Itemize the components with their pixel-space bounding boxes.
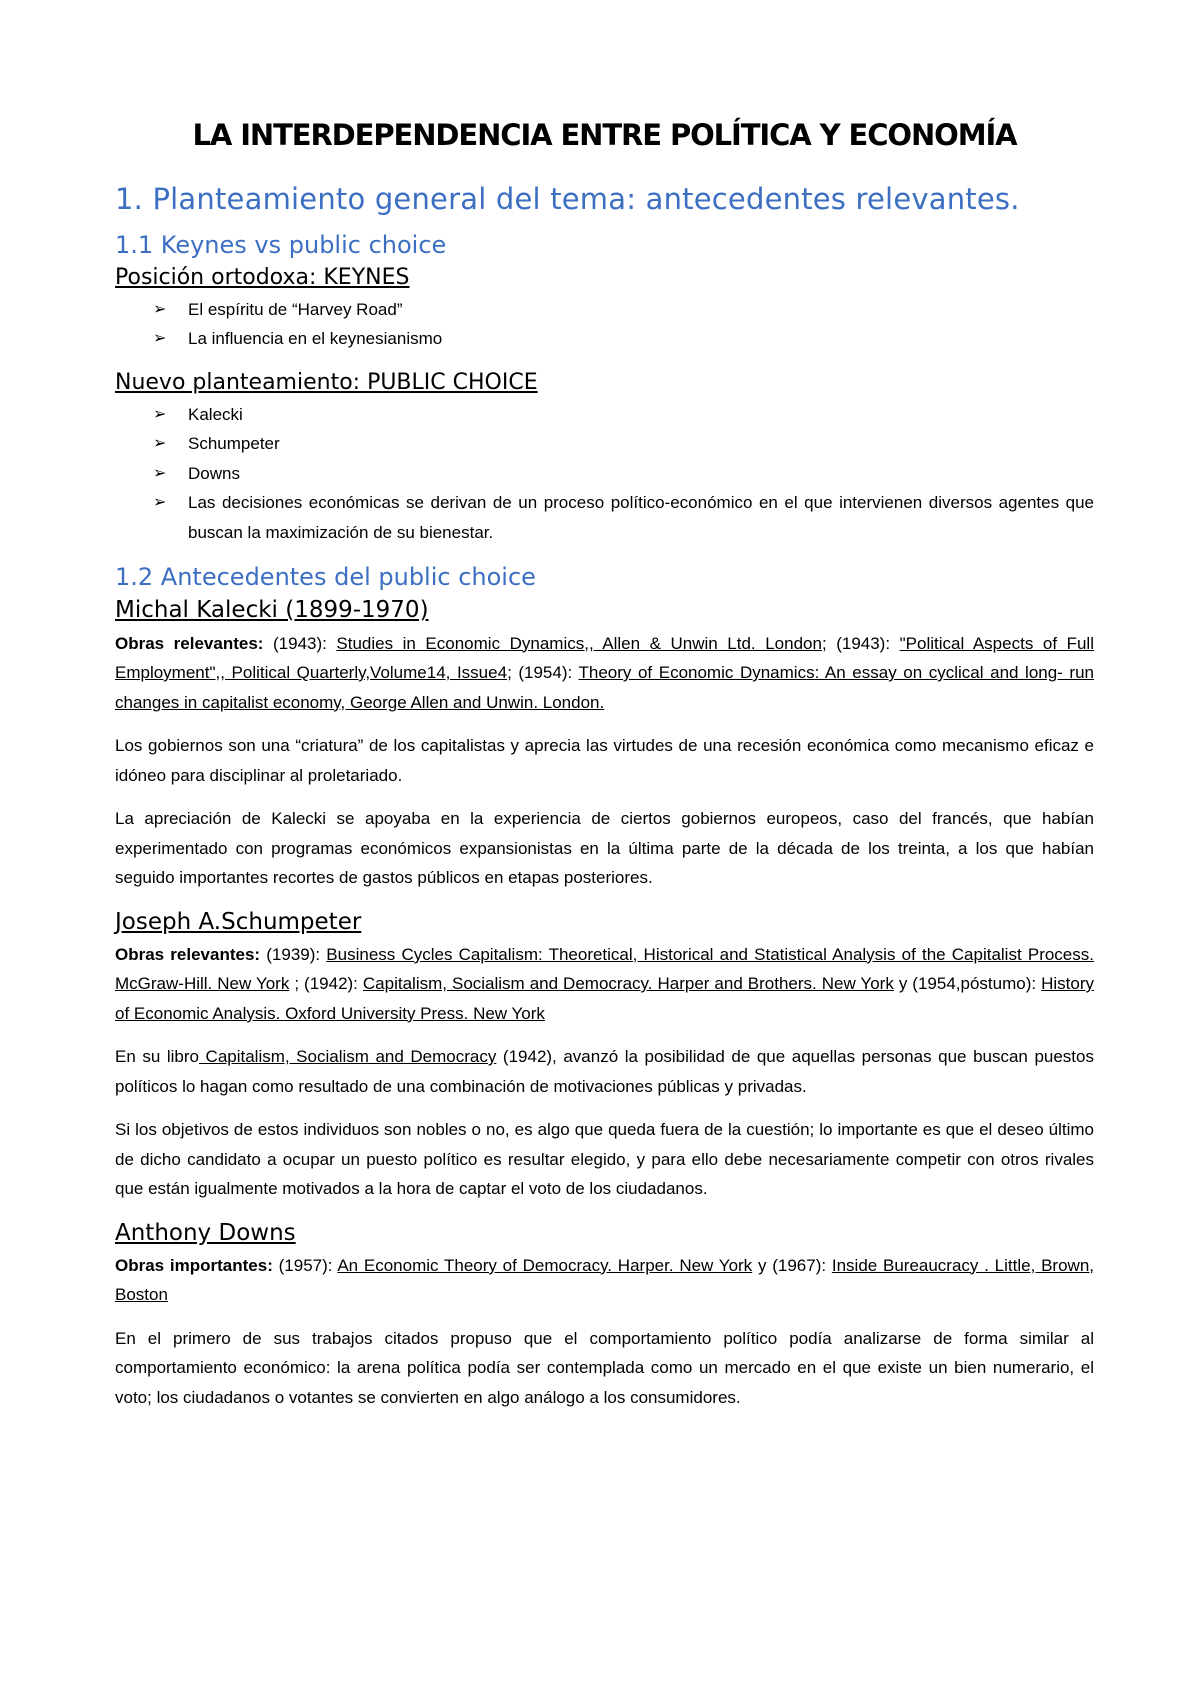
work-year: ; (1942): bbox=[289, 974, 363, 994]
work-year: ; (1954): bbox=[507, 663, 579, 683]
works-label: Obras importantes: bbox=[115, 1255, 273, 1275]
arrow-bullet-icon: ➢ bbox=[153, 300, 167, 318]
downs-paragraph-1: En el primero de sus trabajos citados propuso que el comportamiento político podía analizarse de forma similar al comportamiento económico: la arena política podía ser contemplada como un mercado en el que existe un bien numerario, el voto; los ciudadanos o votantes se convierten en algo análogo a los consumidores. bbox=[115, 1328, 1094, 1407]
section-1-1-heading: 1.1 Keynes vs public choice bbox=[115, 230, 447, 259]
book-reference: Capitalism, Socialism and Democracy bbox=[198, 1047, 497, 1067]
new-approach-heading: Nuevo planteamiento: PUBLIC CHOICE bbox=[115, 369, 538, 395]
list-item-text: Las decisiones económicas se derivan de un proceso político-económico en el que intervienen diversos agentes que buscan la maximización de su bienestar. bbox=[188, 493, 1094, 542]
work-reference: Business Cycles Capitalism: Theoretical, Historical and Statistical Analysis of the Capitalist Process. McGraw-Hill. New York bbox=[115, 944, 1094, 994]
paragraph-text: (1942), avanzó la posibilidad de que aquellas personas que buscan puestos políticos lo hagan como resultado de una combinación de motivaciones públicas y privadas. bbox=[115, 1047, 1094, 1096]
work-reference: An Economic Theory of Democracy. Harper. New York bbox=[337, 1255, 753, 1275]
list-item-text: Downs bbox=[188, 463, 240, 483]
work-reference: "Political Aspects of Full Employment",, Political Quarterly,Volume14, Issue4 bbox=[115, 633, 1094, 683]
arrow-bullet-icon: ➢ bbox=[153, 435, 167, 453]
list-item bbox=[115, 400, 1094, 430]
list-item-text: La influencia en el keynesianismo bbox=[188, 329, 443, 349]
schumpeter-heading: Joseph A.Schumpeter bbox=[115, 908, 362, 935]
list-item-text: Schumpeter bbox=[188, 434, 280, 454]
kalecki-paragraph-1: Los gobiernos son una “criatura” de los capitalistas y aprecia las virtudes de una recesión económica como mecanismo eficaz e idóneo para disciplinar al proletariado. bbox=[115, 736, 1094, 785]
schumpeter-paragraph-1 bbox=[115, 1042, 1094, 1101]
downs-works bbox=[115, 1251, 1094, 1310]
work-year: ; (1943): bbox=[821, 633, 900, 653]
list-item-text: Kalecki bbox=[188, 404, 243, 424]
work-reference: Inside Bureaucracy . Little, Brown, Boston bbox=[115, 1255, 1094, 1305]
kalecki-works bbox=[115, 629, 1094, 718]
list-item-text: El espíritu de “Harvey Road” bbox=[188, 299, 403, 319]
work-year: (1939): bbox=[260, 944, 327, 964]
work-year: (1957): bbox=[272, 1255, 338, 1275]
work-reference: Theory of Economic Dynamics: An essay on cyclical and long- run changes in capitalist economy, George Allen and Unwin. London. bbox=[115, 663, 1094, 712]
work-reference: Capitalism, Socialism and Democracy. Harper and Brothers. New York bbox=[362, 974, 894, 994]
arrow-bullet-icon: ➢ bbox=[153, 405, 167, 423]
downs-heading: Anthony Downs bbox=[115, 1219, 296, 1246]
work-year: y (1954,póstumo): bbox=[893, 974, 1042, 994]
work-reference: History of Economic Analysis. Oxford University Press. New York bbox=[115, 974, 1094, 1023]
arrow-bullet-icon: ➢ bbox=[153, 494, 167, 512]
work-year: y (1967): bbox=[752, 1255, 832, 1275]
document-title: LA INTERDEPENDENCIA ENTRE POLÍTICA Y ECONOMÍA bbox=[192, 118, 1017, 152]
works-label: Obras relevantes: bbox=[115, 944, 261, 964]
section-1-2-heading: 1.2 Antecedentes del public choice bbox=[115, 563, 536, 592]
kalecki-paragraph-2: La apreciación de Kalecki se apoyaba en la experiencia de ciertos gobiernos europeos, caso del francés, que habían experimentado con programas económicos expansionistas en la última parte de la década de los treinta, a los que habían seguido importantes recortes de gastos públicos en etapas posteriores. bbox=[115, 809, 1094, 888]
orthodox-list bbox=[115, 295, 1094, 354]
list-item bbox=[115, 295, 1094, 325]
schumpeter-works bbox=[115, 940, 1094, 1029]
schumpeter-paragraph-2: Si los objetivos de estos individuos son nobles o no, es algo que queda fuera de la cuestión; lo importante es que el deseo último de dicho candidato a ocupar un puesto político es resultar elegido, y para ello debe necesariamente competir con otros rivales que están igualmente motivados a la hora de captar el voto de los ciudadanos. bbox=[115, 1120, 1094, 1199]
list-item bbox=[115, 429, 1094, 459]
new-approach-list bbox=[115, 400, 1094, 548]
works-label: Obras relevantes: bbox=[115, 633, 264, 653]
list-item bbox=[115, 324, 1094, 354]
kalecki-heading: Michal Kalecki (1899-1970) bbox=[115, 597, 429, 624]
section-1-heading: 1. Planteamiento general del tema: antecedentes relevantes. bbox=[115, 181, 1020, 216]
work-year: (1943): bbox=[263, 633, 337, 653]
work-reference: Studies in Economic Dynamics,, Allen & Unwin Ltd. London bbox=[336, 633, 822, 653]
paragraph-text: En su libro bbox=[115, 1047, 199, 1067]
list-item bbox=[115, 488, 1094, 547]
arrow-bullet-icon: ➢ bbox=[153, 464, 167, 482]
orthodox-position-heading: Posición ortodoxa: KEYNES bbox=[115, 265, 410, 291]
arrow-bullet-icon: ➢ bbox=[153, 330, 167, 348]
list-item bbox=[115, 459, 1094, 489]
